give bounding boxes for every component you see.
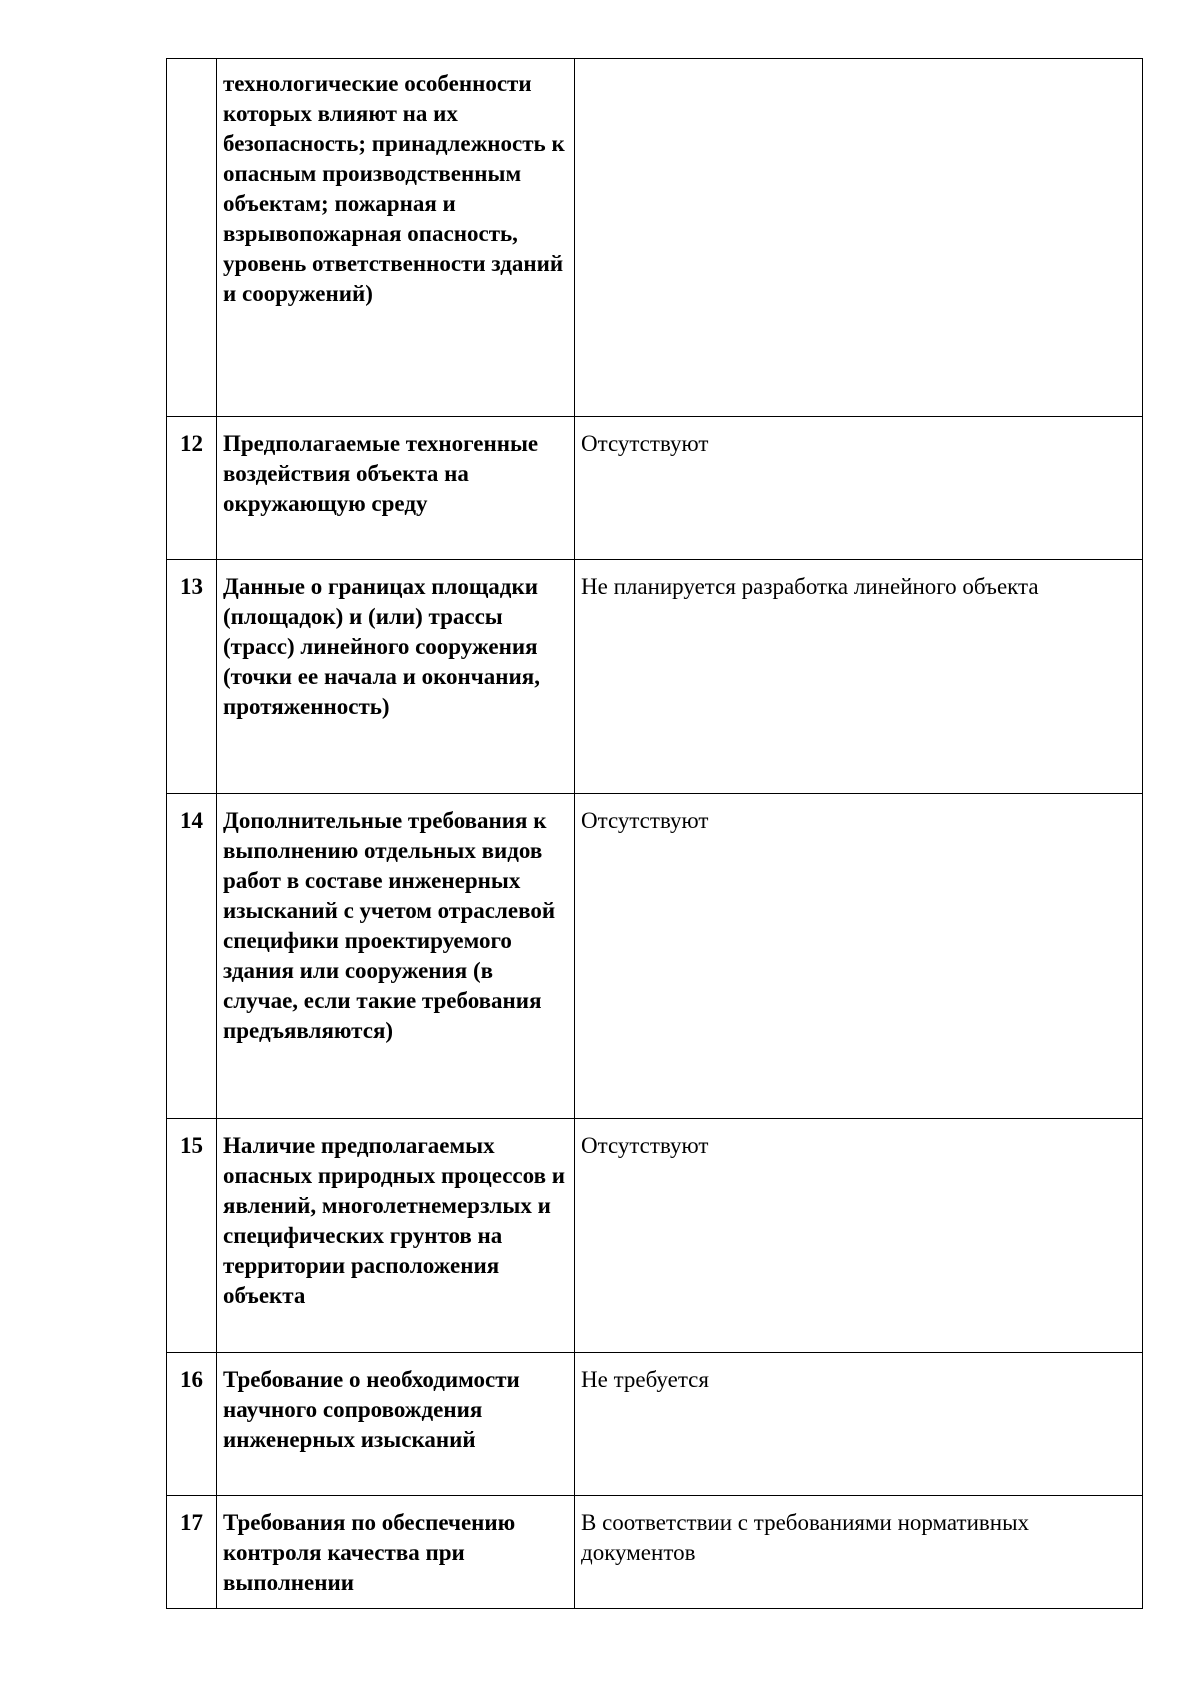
row-value: В соответствии с требованиями нормативных документов	[575, 1496, 1143, 1609]
row-value	[575, 59, 1143, 417]
table-row	[167, 1119, 1143, 1353]
requirements-table	[166, 58, 1143, 1609]
row-value: Отсутствуют	[575, 794, 1143, 1119]
row-value: Отсутствуют	[575, 1119, 1143, 1353]
table-row	[167, 417, 1143, 560]
row-label: Требования по обеспечению контроля качества при выполнении	[217, 1496, 575, 1609]
table-row	[167, 1353, 1143, 1496]
row-label: Предполагаемые техногенные воздействия объекта на окружающую среду	[217, 417, 575, 560]
table-row	[167, 560, 1143, 794]
row-value: Не планируется разработка линейного объекта	[575, 560, 1143, 794]
row-label: Наличие предполагаемых опасных природных процессов и явлений, многолетнемерзлых и специфических грунтов на территории расположения объекта	[217, 1119, 575, 1353]
table-row	[167, 794, 1143, 1119]
row-label: Дополнительные требования к выполнению отдельных видов работ в составе инженерных изысканий с учетом отраслевой специфики проектируемого здания или сооружения (в случае, если такие требования предъявляются)	[217, 794, 575, 1119]
row-number: 12	[167, 417, 217, 560]
row-label: Требование о необходимости научного сопровождения инженерных изысканий	[217, 1353, 575, 1496]
row-label: Данные о границах площадки (площадок) и (или) трассы (трасс) линейного сооружения (точки ее начала и окончания, протяженность)	[217, 560, 575, 794]
row-number	[167, 59, 217, 417]
row-number: 14	[167, 794, 217, 1119]
row-number: 15	[167, 1119, 217, 1353]
table-row	[167, 59, 1143, 417]
row-label: технологические особенности которых влияют на их безопасность; принадлежность к опасным производственным объектам; пожарная и взрывопожарная опасность, уровень ответственности зданий и сооружений)	[217, 59, 575, 417]
row-number: 13	[167, 560, 217, 794]
row-number: 16	[167, 1353, 217, 1496]
row-value: Отсутствуют	[575, 417, 1143, 560]
table-row	[167, 1496, 1143, 1609]
row-value: Не требуется	[575, 1353, 1143, 1496]
row-number: 17	[167, 1496, 217, 1609]
